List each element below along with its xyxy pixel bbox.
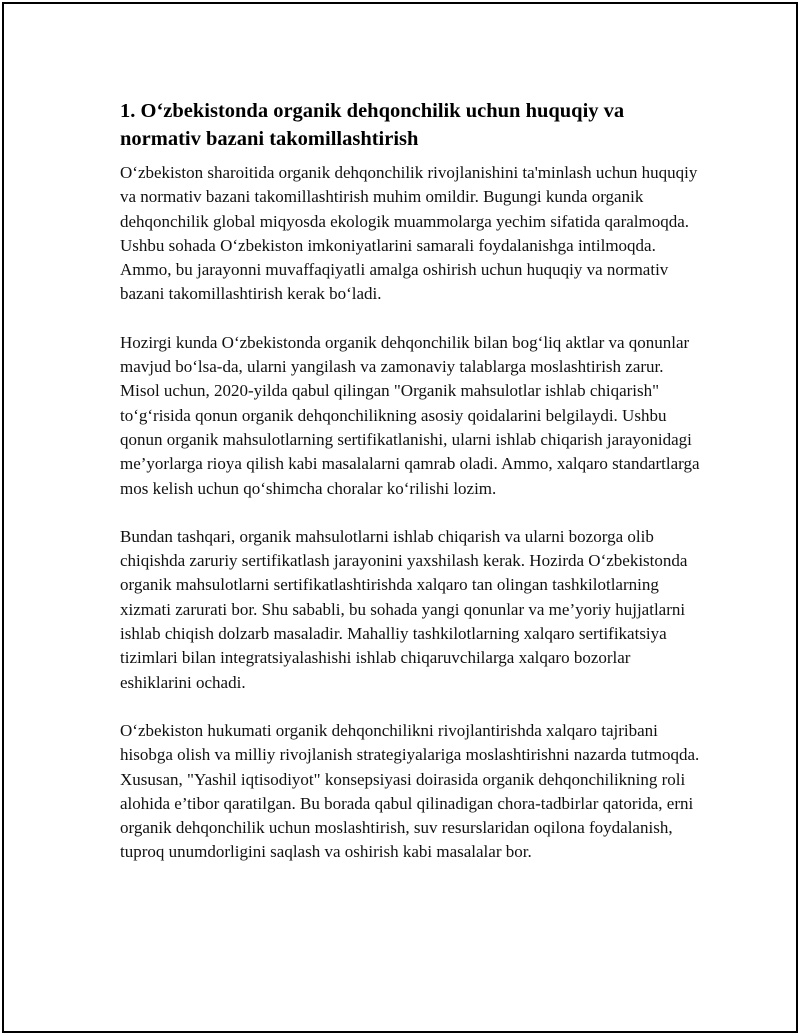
document-page [2,2,798,1033]
paragraph-1: O‘zbekiston sharoitida organik dehqonchilik rivojlanishini ta'minlash uchun huquqiy va normativ bazani takomillashtirish muhim omildir. Bugungi kunda organik dehqonchilik global miqyosda ekologik muammolarga yechim sifatida qaralmoqda. Ushbu sohada O‘zbekiston imkoniyatlarini samarali foydalanishga intilmoqda. Ammo, bu jarayonni muvaffaqiyatli amalga oshirish uchun huquqiy va normativ bazani takomillashtirish kerak bo‘ladi. [120,163,698,304]
paragraph-4: O‘zbekiston hukumati organik dehqonchilikni rivojlantirishda xalqaro tajribani hisobga olish va milliy rivojlanish strategiyalariga moslashtirishni nazarda tutmoqda. Xususan, "Yashil iqtisodiyot" konsepsiyasi doirasida organik dehqonchilikning roli alohida e’tibor qaratilgan. Bu borada qabul qilinadigan chora-tadbirlar qatorida, erni organik dehqonchilik uchun moslashtirish, suv resurslaridan oqilona foydalanish, tuproq unumdorligini saqlash va oshirish kabi masalalar bor. [120,720,700,862]
section-heading: 1. O‘zbekistonda organik dehqonchilik uchun huquqiy va normativ bazani takomillashtirish [120,100,625,150]
paragraph-2: Hozirgi kunda O‘zbekistonda organik dehqonchilik bilan bog‘liq aktlar va qonunlar mavjud bo‘lsa-da, ularni yangilash va zamonaviy talablarga moslashtirish zarur. Misol uchun, 2020-yilda qabul qilingan "Organik mahsulotlar ishlab chiqarish" to‘g‘risida qonun organik dehqonchilikning asosiy qoidalarini belgilaydi. Ushbu qonun organik mahsulotlarning sertifikatlanishi, ularni ishlab chiqarish jarayonidagi me’yorlarga rioya qilish kabi masalalarni qamrab oladi. Ammo, xalqaro standartlarga mos kelish uchun qo‘shimcha choralar ko‘rilishi lozim. [120,332,700,498]
document-body [120,97,700,889]
paragraph-3: Bundan tashqari, organik mahsulotlarni ishlab chiqarish va ularni bozorga olib chiqishda zaruriy sertifikatlash jarayonini yaxshilash kerak. Hozirda O‘zbekistonda organik mahsulotlarni sertifikatlashtirishda xalqaro tan olingan tashkilotlarning xizmati zarurati bor. Shu sababli, bu sohada yangi qonunlar va me’yoriy hujjatlarni ishlab chiqish dolzarb masaladir. Mahalliy tashkilotlarning xalqaro sertifikatsiya tizimlari bilan integratsiyalashishi ishlab chiqaruvchilarga xalqaro bozorlar eshiklarini ochadi. [120,526,688,692]
